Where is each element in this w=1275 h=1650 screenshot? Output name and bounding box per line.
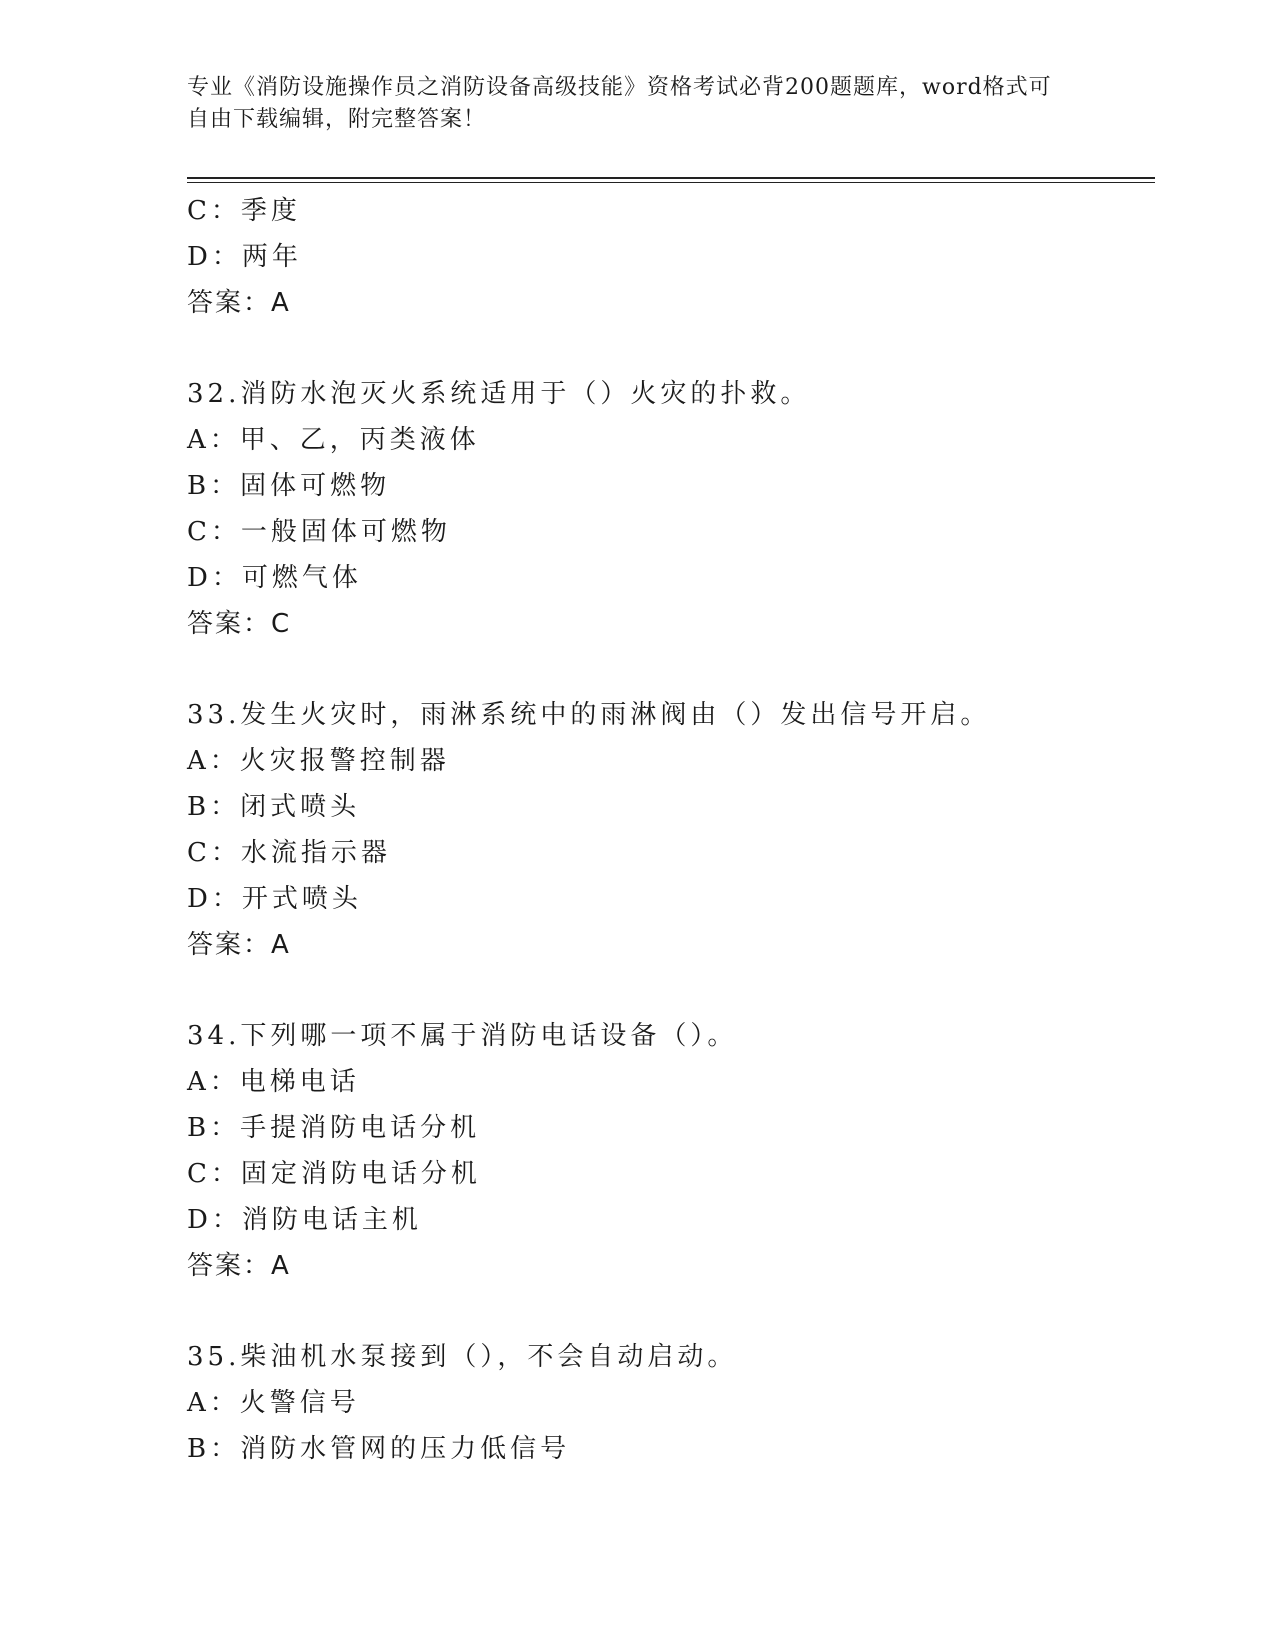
spacer [187,968,1155,1013]
option-a: A：甲、乙，丙类液体 [187,425,480,455]
spacer [187,1289,1155,1334]
document-header: 专业《消防设施操作员之消防设备高级技能》资格考试必背200题题库，word格式可自由下载编辑，附完整答案！ [187,75,1052,132]
option-b: B：闭式喷头 [187,792,361,822]
option-b: B：手提消防电话分机 [187,1113,481,1143]
header-rule-thin [187,182,1155,183]
question-block-32 [187,371,1155,647]
option-c: C：固定消防电话分机 [187,1159,481,1189]
option-a: A：电梯电话 [187,1067,360,1097]
question-stem: 34.下列哪一项不属于消防电话设备（）。 [187,1021,738,1051]
answer-label: 答案：A [187,288,291,318]
option-d: D：开式喷头 [187,884,362,914]
option-d: D：消防电话主机 [187,1205,422,1235]
option-a: A：火警信号 [187,1388,360,1418]
option-d: D：可燃气体 [187,563,362,593]
spacer [187,326,1155,371]
spacer [187,647,1155,692]
option-b: B：消防水管网的压力低信号 [187,1434,571,1464]
question-block-33 [187,692,1155,968]
question-block-34 [187,1013,1155,1289]
question-stem: 32.消防水泡灭火系统适用于（）火灾的扑救。 [187,379,811,409]
answer-label: 答案：A [187,930,291,960]
option-c: C：水流指示器 [187,838,391,868]
header-rule-thick [187,177,1155,179]
question-stem: 33.发生火灾时，雨淋系统中的雨淋阀由（）发出信号开启。 [187,700,991,730]
question-stem: 35.柴油机水泵接到（），不会自动启动。 [187,1342,738,1372]
option-d: D：两年 [187,242,302,272]
option-a: A：火灾报警控制器 [187,746,450,776]
option-c: C：季度 [187,196,301,226]
option-c: C：一般固体可燃物 [187,517,451,547]
question-block-31 [187,188,1155,326]
answer-label: 答案：C [187,609,292,639]
answer-label: 答案：A [187,1251,291,1281]
question-list [187,188,1155,1472]
option-b: B：固体可燃物 [187,471,391,501]
question-block-35 [187,1334,1155,1472]
